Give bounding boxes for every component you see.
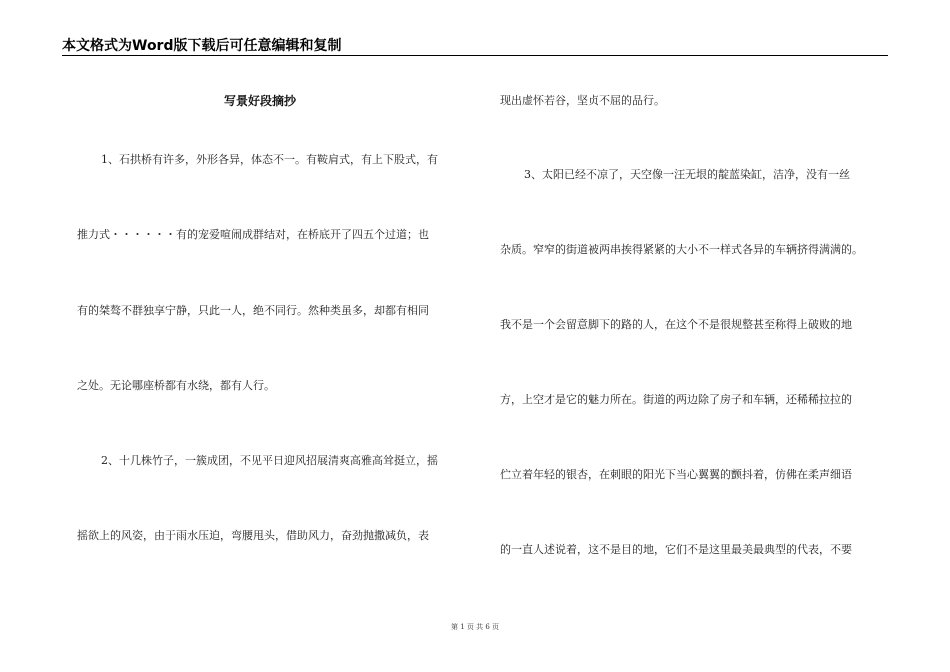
body-line: 3、太阳已经不凉了，天空像一汪无垠的靛蓝染缸，洁净，没有一丝 bbox=[524, 168, 850, 181]
body-line: 方，上空才是它的魅力所在。街道的两边除了房子和车辆，还稀稀拉拉的 bbox=[500, 393, 852, 406]
body-line: 的一直人述说着，这不是目的地，它们不是这里最美最典型的代表，不要 bbox=[500, 543, 852, 556]
body-line: 有的桀骜不群独享宁静，只此一人，绝不同行。然种类虽多，却都有相同 bbox=[77, 304, 429, 317]
body-line: 之处。无论哪座桥都有水绕，都有人行。 bbox=[77, 379, 275, 392]
body-line: 现出虚怀若谷，坚贞不屈的品行。 bbox=[500, 94, 665, 107]
body-line: 1、石拱桥有许多，外形各异，体态不一。有鞍肩式，有上下股式，有 bbox=[101, 153, 438, 166]
body-line: 伫立着年轻的银杏，在刺眼的阳光下当心翼翼的颤抖着，仿佛在柔声细语 bbox=[500, 468, 852, 481]
page-footer: 第 1 页 共 6 页 bbox=[450, 623, 500, 631]
body-line: 推力式・・・・・・有的宠爱喧闹成群结对，在桥底开了四五个过道；也 bbox=[77, 228, 429, 241]
body-line: 我不是一个会留意脚下的路的人，在这个不是很规整甚至称得上破败的地 bbox=[500, 318, 852, 331]
header-banner: 本文格式为Word版下载后可任意编辑和复制 bbox=[62, 38, 342, 54]
body-line: 摇欲上的风姿，由于雨水压迫，弯腰甩头，借助风力，奋劲抛撒减负，表 bbox=[77, 529, 429, 542]
body-line: 2、十几株竹子，一簇成团，不见平日迎风招展清爽高雅高耸挺立，摇 bbox=[101, 454, 438, 467]
header-rule bbox=[62, 55, 888, 56]
body-line: 杂质。窄窄的街道被两串挨得紧紧的大小不一样式各异的车辆挤得满满的。 bbox=[500, 243, 863, 256]
document-title: 写景好段摘抄 bbox=[224, 94, 297, 108]
